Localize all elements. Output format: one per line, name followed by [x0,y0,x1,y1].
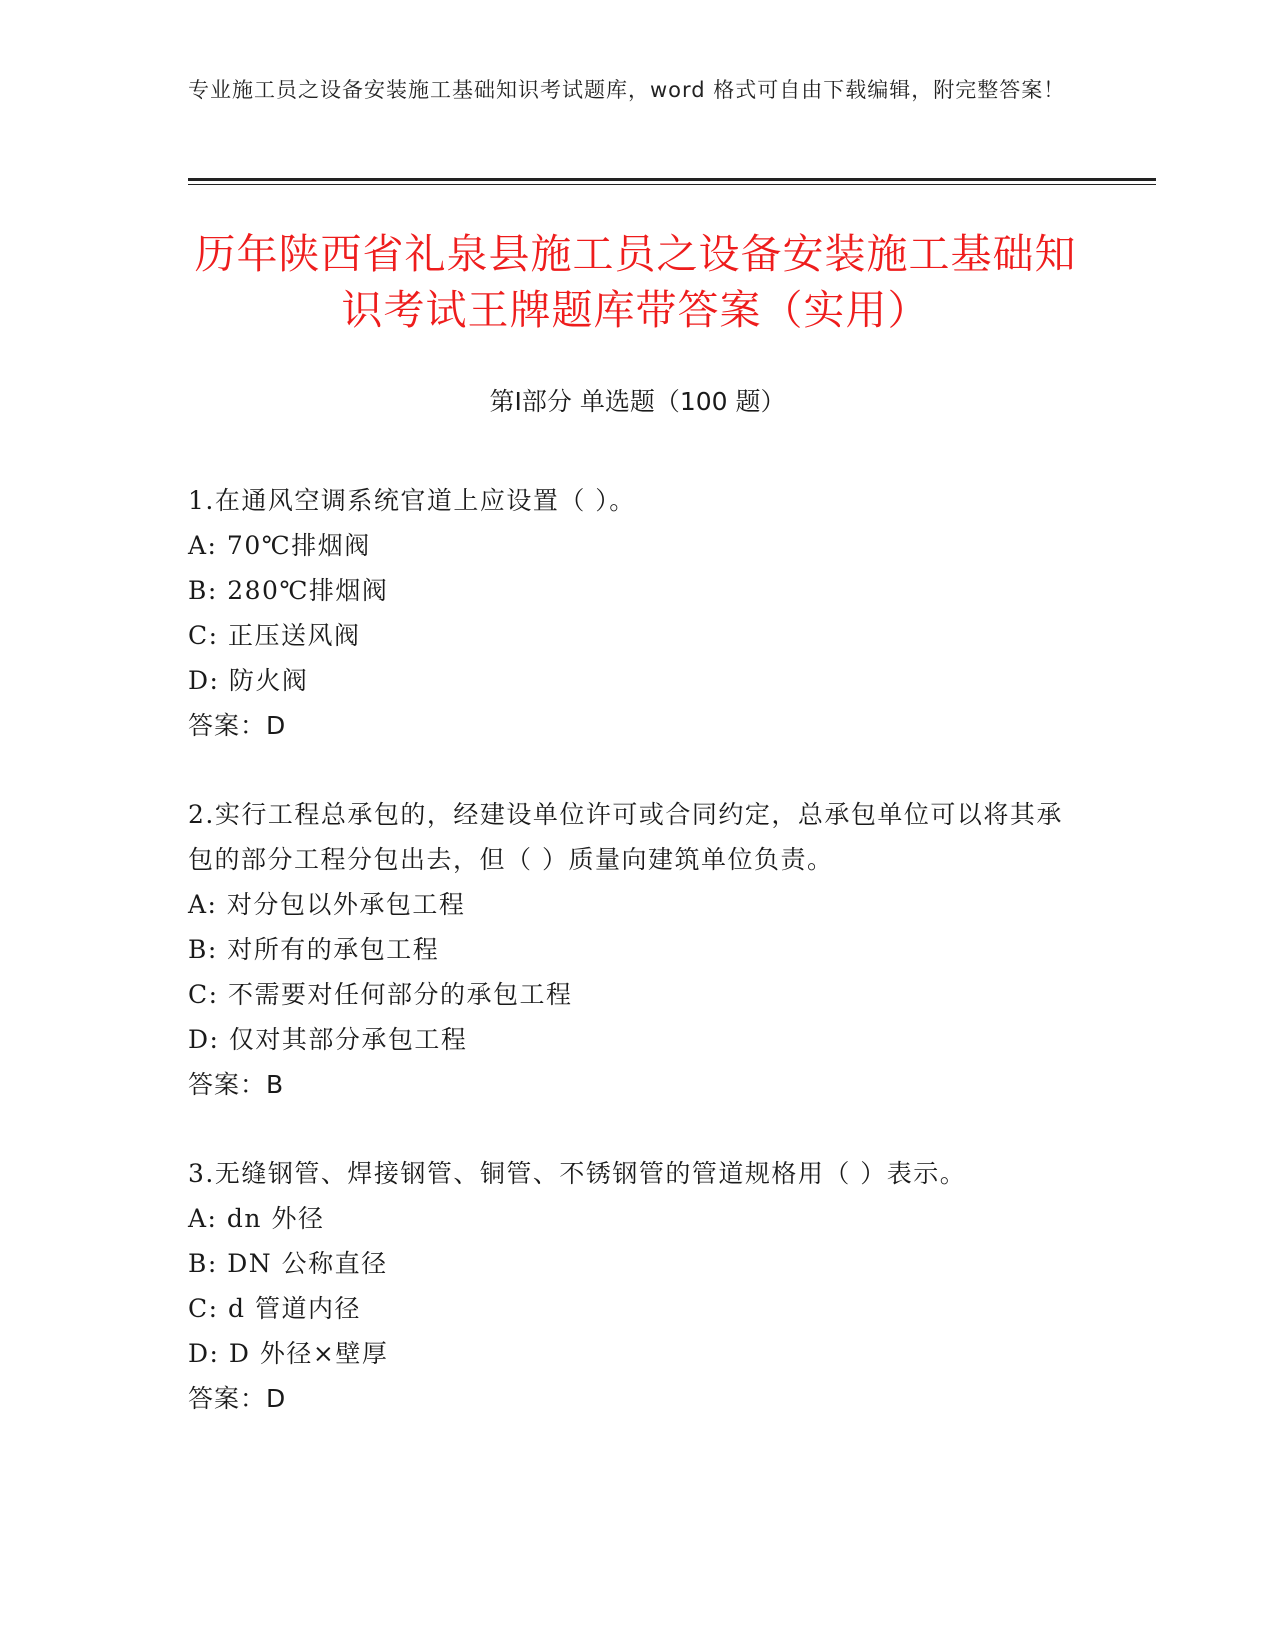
option-b: B: DN 公称直径 [188,1249,388,1278]
question-stem: 3.无缝钢管、焊接钢管、铜管、不锈钢管的管道规格用（ ）表示。 [188,1159,967,1188]
header-divider-thick [188,178,1156,181]
option-c: C: 正压送风阀 [188,621,361,650]
question-list [188,478,1068,1465]
answer-line: 答案：D [188,711,287,740]
option-d: D: 防火阀 [188,666,309,695]
option-a: A: dn 外径 [188,1204,325,1233]
question-item [188,478,1068,748]
question-stem: 1.在通风空调系统官道上应设置（ ）。 [188,486,636,515]
option-d: D: D 外径×壁厚 [188,1339,389,1368]
question-item [188,792,1068,1107]
section-title: 第Ⅰ部分 单选题（100 题） [489,387,786,416]
question-stem: 2.实行工程总承包的，经建设单位许可或合同约定，总承包单位可以将其承包的部分工程分包出去，但（ ）质量向建筑单位负责。 [188,800,1063,874]
document-title: 历年陕西省礼泉县施工员之设备安装施工基础知识考试王牌题库带答案（实用） [194,230,1077,334]
question-item [188,1151,1068,1421]
option-a: A: 对分包以外承包工程 [188,890,466,919]
answer-line: 答案：B [188,1070,285,1099]
header-divider-thin [188,184,1156,185]
header-note: 专业施工员之设备安装施工基础知识考试题库，word 格式可自由下载编辑，附完整答案！ [188,78,1066,102]
option-d: D: 仅对其部分承包工程 [188,1025,468,1054]
option-c: C: 不需要对任何部分的承包工程 [188,980,573,1009]
option-a: A: 70℃排烟阀 [188,531,371,560]
option-b: B: 对所有的承包工程 [188,935,440,964]
option-b: B: 280℃排烟阀 [188,576,389,605]
option-c: C: d 管道内径 [188,1294,361,1323]
answer-line: 答案：D [188,1384,287,1413]
